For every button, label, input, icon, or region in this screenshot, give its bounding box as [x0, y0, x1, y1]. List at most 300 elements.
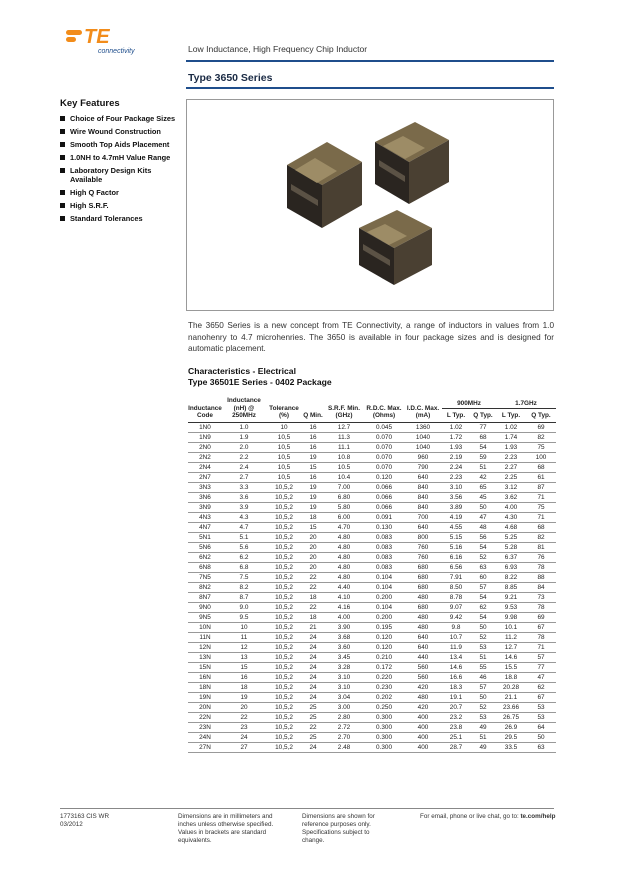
table-cell: 15N	[188, 662, 222, 672]
table-cell: 77	[470, 422, 496, 432]
table-cell: 53	[526, 702, 556, 712]
col-header: R.D.C. Max. (Ohms)	[364, 397, 404, 422]
table-cell: 18.8	[496, 672, 526, 682]
table-cell: 3.10	[442, 482, 470, 492]
table-cell: 400	[404, 732, 442, 742]
table-cell: 0.250	[364, 702, 404, 712]
table-cell: 0.230	[364, 682, 404, 692]
table-cell: 10,5,2	[266, 632, 302, 642]
table-cell: 46	[470, 672, 496, 682]
svg-text:connectivity: connectivity	[98, 48, 135, 55]
table-cell: 69	[526, 612, 556, 622]
table-cell: 10,5,2	[266, 612, 302, 622]
table-cell: 0.130	[364, 522, 404, 532]
table-cell: 24	[302, 742, 324, 752]
table-cell: 71	[526, 512, 556, 522]
table-cell: 680	[404, 562, 442, 572]
product-photo	[186, 99, 554, 311]
table-cell: 3.62	[496, 492, 526, 502]
table-cell: 3.56	[442, 492, 470, 502]
table-cell: 10.5	[324, 462, 364, 472]
table-cell: 2.25	[496, 472, 526, 482]
table-cell: 680	[404, 582, 442, 592]
table-cell: 87	[526, 482, 556, 492]
table-cell: 23.66	[496, 702, 526, 712]
table-cell: 82	[526, 432, 556, 442]
table-cell: 0.172	[364, 662, 404, 672]
table-cell: 400	[404, 722, 442, 732]
table-cell: 18N	[188, 682, 222, 692]
contact-link[interactable]: te.com/help	[520, 813, 556, 820]
table-cell: 29.5	[496, 732, 526, 742]
table-cell: 8.50	[442, 582, 470, 592]
table-cell: 2.19	[442, 452, 470, 462]
table-cell: 78	[526, 632, 556, 642]
table-cell: 11	[222, 632, 266, 642]
table-row	[188, 522, 556, 532]
table-cell: 640	[404, 642, 442, 652]
table-cell: 1040	[404, 442, 442, 452]
table-cell: 50	[470, 502, 496, 512]
table-cell: 11.2	[496, 632, 526, 642]
table-cell: 5N6	[188, 542, 222, 552]
table-cell: 59	[470, 452, 496, 462]
table-cell: 0.104	[364, 602, 404, 612]
table-cell: 0.120	[364, 642, 404, 652]
table-cell: 57	[526, 652, 556, 662]
table-cell: 51	[470, 652, 496, 662]
table-cell: 51	[470, 732, 496, 742]
table-cell: 9N5	[188, 612, 222, 622]
table-cell: 840	[404, 502, 442, 512]
table-cell: 9.8	[442, 622, 470, 632]
table-row	[188, 452, 556, 462]
table-cell: 4.40	[324, 582, 364, 592]
table-cell: 6.00	[324, 512, 364, 522]
table-cell: 3.00	[324, 702, 364, 712]
table-cell: 10,5,2	[266, 712, 302, 722]
table-cell: 3.90	[324, 622, 364, 632]
table-cell: 20	[302, 542, 324, 552]
table-row	[188, 652, 556, 662]
doc-id: 1773163 CIS WR 03/2012	[60, 813, 110, 828]
chip-inductor-3	[359, 210, 432, 285]
table-cell: 0.070	[364, 432, 404, 442]
table-cell: 960	[404, 452, 442, 462]
table-cell: 22	[302, 602, 324, 612]
table-cell: 800	[404, 532, 442, 542]
table-cell: 8.22	[496, 572, 526, 582]
table-row	[188, 722, 556, 732]
table-cell: 10,5,2	[266, 622, 302, 632]
table-cell: 18	[222, 682, 266, 692]
table-cell: 52	[470, 702, 496, 712]
table-cell: 7.5	[222, 572, 266, 582]
table-cell: 11.3	[324, 432, 364, 442]
table-cell: 12N	[188, 642, 222, 652]
table-cell: 14.6	[496, 652, 526, 662]
table-cell: 25	[302, 702, 324, 712]
table-cell: 54	[470, 442, 496, 452]
col-header: I.D.C. Max. (mA)	[404, 397, 442, 422]
table-cell: 0.200	[364, 592, 404, 602]
table-cell: 19	[302, 482, 324, 492]
table-cell: 9.53	[496, 602, 526, 612]
table-cell: 1.72	[442, 432, 470, 442]
table-cell: 0.300	[364, 742, 404, 752]
table-cell: 22N	[188, 712, 222, 722]
table-cell: 5.80	[324, 502, 364, 512]
footer-rule	[60, 808, 554, 809]
table-cell: 11.1	[324, 442, 364, 452]
table-cell: 5.6	[222, 542, 266, 552]
table-cell: 71	[526, 492, 556, 502]
table-row	[188, 662, 556, 672]
table-cell: 640	[404, 472, 442, 482]
table-cell: 0.083	[364, 542, 404, 552]
table-cell: 2N2	[188, 452, 222, 462]
table-cell: 5N1	[188, 532, 222, 542]
table-cell: 1360	[404, 422, 442, 432]
table-cell: 4.10	[324, 592, 364, 602]
table-cell: 75	[526, 442, 556, 452]
table-cell: 54	[470, 612, 496, 622]
table-cell: 10,5,2	[266, 662, 302, 672]
table-cell: 440	[404, 652, 442, 662]
col-header: Q Typ.	[526, 409, 556, 422]
table-cell: 3.45	[324, 652, 364, 662]
table-row	[188, 682, 556, 692]
table-cell: 21.1	[496, 692, 526, 702]
table-cell: 3.3	[222, 482, 266, 492]
table-cell: 19N	[188, 692, 222, 702]
feature-item: Wire Wound Construction	[60, 127, 180, 136]
table-cell: 10,5,2	[266, 572, 302, 582]
table-cell: 2.80	[324, 712, 364, 722]
table-cell: 2.7	[222, 472, 266, 482]
table-cell: 400	[404, 742, 442, 752]
table-cell: 10,5	[266, 452, 302, 462]
table-cell: 4.00	[324, 612, 364, 622]
table-cell: 10,5,2	[266, 512, 302, 522]
table-cell: 2.27	[496, 462, 526, 472]
table-cell: 0.300	[364, 722, 404, 732]
table-cell: 10.1	[496, 622, 526, 632]
table-cell: 14.6	[442, 662, 470, 672]
series-description: The 3650 Series is a new concept from TE Connectivity, a range of inductors in values from 1.0 nanohenry to 4.7 microhenries. The 3650 is available in four package sizes and is designed for automatic placement.	[188, 321, 554, 353]
table-cell: 16N	[188, 672, 222, 682]
table-cell: 75	[526, 502, 556, 512]
table-cell: 78	[526, 602, 556, 612]
table-cell: 20	[222, 702, 266, 712]
feature-item: Standard Tolerances	[60, 214, 180, 223]
table-cell: 3.10	[324, 672, 364, 682]
table-cell: 2N4	[188, 462, 222, 472]
table-cell: 8N2	[188, 582, 222, 592]
table-cell: 3.9	[222, 502, 266, 512]
table-body	[188, 422, 556, 752]
chip-inductors-image	[187, 100, 553, 310]
table-cell: 24	[302, 672, 324, 682]
table-cell: 1.93	[442, 442, 470, 452]
table-row	[188, 672, 556, 682]
table-row	[188, 732, 556, 742]
table-cell: 5.25	[496, 532, 526, 542]
table-cell: 0.202	[364, 692, 404, 702]
table-cell: 47	[470, 512, 496, 522]
table-cell: 760	[404, 542, 442, 552]
table-cell: 2.72	[324, 722, 364, 732]
table-cell: 2.0	[222, 442, 266, 452]
table-cell: 19.1	[442, 692, 470, 702]
table-cell: 1.9	[222, 432, 266, 442]
table-cell: 10,5,2	[266, 502, 302, 512]
table-cell: 16	[222, 672, 266, 682]
table-cell: 400	[404, 712, 442, 722]
table-cell: 19	[302, 492, 324, 502]
table-cell: 4.30	[496, 512, 526, 522]
table-cell: 24	[302, 682, 324, 692]
table-cell: 6.93	[496, 562, 526, 572]
table-cell: 15.5	[496, 662, 526, 672]
table-cell: 4.80	[324, 532, 364, 542]
table-row	[188, 472, 556, 482]
table-cell: 680	[404, 602, 442, 612]
table-cell: 15	[302, 522, 324, 532]
table-cell: 53	[470, 712, 496, 722]
table-cell: 0.083	[364, 562, 404, 572]
table-cell: 22	[222, 712, 266, 722]
table-row	[188, 442, 556, 452]
feature-item: 1.0NH to 4.7mH Value Range	[60, 153, 180, 162]
table-cell: 680	[404, 572, 442, 582]
table-cell: 8.7	[222, 592, 266, 602]
chip-inductor-2	[375, 122, 449, 204]
table-cell: 8.78	[442, 592, 470, 602]
table-cell: 4.3	[222, 512, 266, 522]
table-cell: 2N7	[188, 472, 222, 482]
table-cell: 4.55	[442, 522, 470, 532]
table-row	[188, 512, 556, 522]
table-cell: 13N	[188, 652, 222, 662]
key-features	[60, 98, 180, 227]
table-cell: 16	[302, 422, 324, 432]
table-cell: 0.300	[364, 732, 404, 742]
col-header: S.R.F. Min. (GHz)	[324, 397, 364, 422]
table-cell: 60	[470, 572, 496, 582]
table-cell: 63	[470, 562, 496, 572]
table-row	[188, 502, 556, 512]
table-cell: 10,5,2	[266, 692, 302, 702]
table-cell: 9.21	[496, 592, 526, 602]
table-cell: 6.56	[442, 562, 470, 572]
feature-item: Choice of Four Package Sizes	[60, 114, 180, 123]
table-cell: 57	[470, 682, 496, 692]
table-cell: 24	[302, 652, 324, 662]
table-cell: 62	[526, 682, 556, 692]
table-cell: 22	[302, 572, 324, 582]
table-cell: 10.7	[442, 632, 470, 642]
table-cell: 20.28	[496, 682, 526, 692]
col-header: Inductance Code	[188, 397, 222, 422]
table-cell: 6.8	[222, 562, 266, 572]
characteristics-subtitle: Type 36501E Series - 0402 Package	[188, 377, 332, 387]
feature-item: Laboratory Design Kits Available	[60, 166, 180, 184]
feature-item: High S.R.F.	[60, 201, 180, 210]
table-cell: 10.4	[324, 472, 364, 482]
table-cell: 77	[526, 662, 556, 672]
table-cell: 790	[404, 462, 442, 472]
table-cell: 10,5	[266, 442, 302, 452]
table-cell: 50	[470, 692, 496, 702]
table-cell: 10,5,2	[266, 562, 302, 572]
table-cell: 19	[222, 692, 266, 702]
table-cell: 26.75	[496, 712, 526, 722]
table-cell: 82	[526, 532, 556, 542]
table-cell: 0.045	[364, 422, 404, 432]
table-cell: 21	[302, 622, 324, 632]
table-cell: 3.6	[222, 492, 266, 502]
table-cell: 13.4	[442, 652, 470, 662]
table-cell: 10,5,2	[266, 552, 302, 562]
table-cell: 20	[302, 562, 324, 572]
table-row	[188, 602, 556, 612]
table-cell: 18	[302, 612, 324, 622]
table-cell: 4.80	[324, 562, 364, 572]
table-cell: 10,5,2	[266, 642, 302, 652]
table-cell: 9.07	[442, 602, 470, 612]
table-cell: 16	[302, 432, 324, 442]
table-cell: 6N2	[188, 552, 222, 562]
table-cell: 3N9	[188, 502, 222, 512]
table-cell: 65	[470, 482, 496, 492]
contact-prefix: For email, phone or live chat, go to:	[420, 813, 519, 820]
group-900mhz: 900MHz	[442, 397, 496, 409]
chip-inductor-1	[287, 142, 362, 228]
table-cell: 10,5,2	[266, 742, 302, 752]
table-cell: 63	[526, 742, 556, 752]
table-cell: 28.7	[442, 742, 470, 752]
table-row	[188, 542, 556, 552]
table-cell: 1N0	[188, 422, 222, 432]
table-cell: 54	[470, 592, 496, 602]
table-row	[188, 622, 556, 632]
table-cell: 0.070	[364, 452, 404, 462]
table-cell: 0.195	[364, 622, 404, 632]
table-cell: 68	[526, 462, 556, 472]
table-cell: 55	[470, 662, 496, 672]
table-cell: 5.28	[496, 542, 526, 552]
table-row	[188, 612, 556, 622]
table-cell: 68	[470, 432, 496, 442]
table-cell: 22	[302, 582, 324, 592]
table-cell: 18.3	[442, 682, 470, 692]
table-cell: 10N	[188, 622, 222, 632]
table-cell: 0.200	[364, 612, 404, 622]
table-cell: 56	[470, 532, 496, 542]
table-row	[188, 692, 556, 702]
table-cell: 1.02	[442, 422, 470, 432]
table-cell: 49	[470, 722, 496, 732]
table-cell: 640	[404, 522, 442, 532]
table-cell: 7N5	[188, 572, 222, 582]
table-cell: 8N7	[188, 592, 222, 602]
table-cell: 10,5	[266, 462, 302, 472]
table-cell: 13	[222, 652, 266, 662]
table-cell: 10,5,2	[266, 722, 302, 732]
table-row	[188, 582, 556, 592]
table-row	[188, 432, 556, 442]
contact-line	[420, 813, 560, 821]
table-cell: 3.28	[324, 662, 364, 672]
table-cell: 68	[526, 522, 556, 532]
table-cell: 81	[526, 542, 556, 552]
table-cell: 1N9	[188, 432, 222, 442]
table-cell: 11.9	[442, 642, 470, 652]
table-cell: 25	[302, 732, 324, 742]
table-cell: 2.23	[442, 472, 470, 482]
electrical-table	[188, 397, 556, 753]
table-cell: 4.80	[324, 552, 364, 562]
table-cell: 6.37	[496, 552, 526, 562]
table-cell: 0.083	[364, 552, 404, 562]
table-cell: 5.15	[442, 532, 470, 542]
table-cell: 12.7	[496, 642, 526, 652]
table-cell: 2.24	[442, 462, 470, 472]
table-cell: 20N	[188, 702, 222, 712]
table-row	[188, 632, 556, 642]
feature-item: High Q Factor	[60, 188, 180, 197]
te-logo-mark	[66, 24, 166, 56]
table-row	[188, 422, 556, 432]
table-cell: 10.8	[324, 452, 364, 462]
table-cell: 2.70	[324, 732, 364, 742]
table-row	[188, 572, 556, 582]
table-cell: 3.68	[324, 632, 364, 642]
reference-note: Dimensions are shown for reference purposes only. Specifications subject to change.	[302, 813, 375, 844]
table-cell: 42	[470, 472, 496, 482]
table-cell: 26.9	[496, 722, 526, 732]
table-cell: 4.80	[324, 542, 364, 552]
table-cell: 8.2	[222, 582, 266, 592]
series-title: Type 3650 Series	[188, 72, 273, 84]
table-cell: 480	[404, 612, 442, 622]
table-cell: 4.70	[324, 522, 364, 532]
table-cell: 23.8	[442, 722, 470, 732]
svg-text:TE: TE	[84, 26, 110, 48]
table-cell: 0.210	[364, 652, 404, 662]
table-cell: 10,5,2	[266, 582, 302, 592]
table-cell: 0.066	[364, 502, 404, 512]
characteristics-title	[188, 366, 332, 388]
table-cell: 12	[222, 642, 266, 652]
table-cell: 23N	[188, 722, 222, 732]
table-cell: 420	[404, 702, 442, 712]
features-list	[60, 114, 180, 223]
table-row	[188, 562, 556, 572]
table-cell: 100	[526, 452, 556, 462]
table-cell: 700	[404, 512, 442, 522]
table-cell: 0.091	[364, 512, 404, 522]
te-logo	[66, 24, 166, 56]
table-cell: 560	[404, 662, 442, 672]
table-cell: 49	[470, 742, 496, 752]
table-cell: 69	[526, 422, 556, 432]
table-cell: 67	[526, 692, 556, 702]
table-cell: 10,5,2	[266, 492, 302, 502]
table-row	[188, 592, 556, 602]
table-cell: 24	[222, 732, 266, 742]
